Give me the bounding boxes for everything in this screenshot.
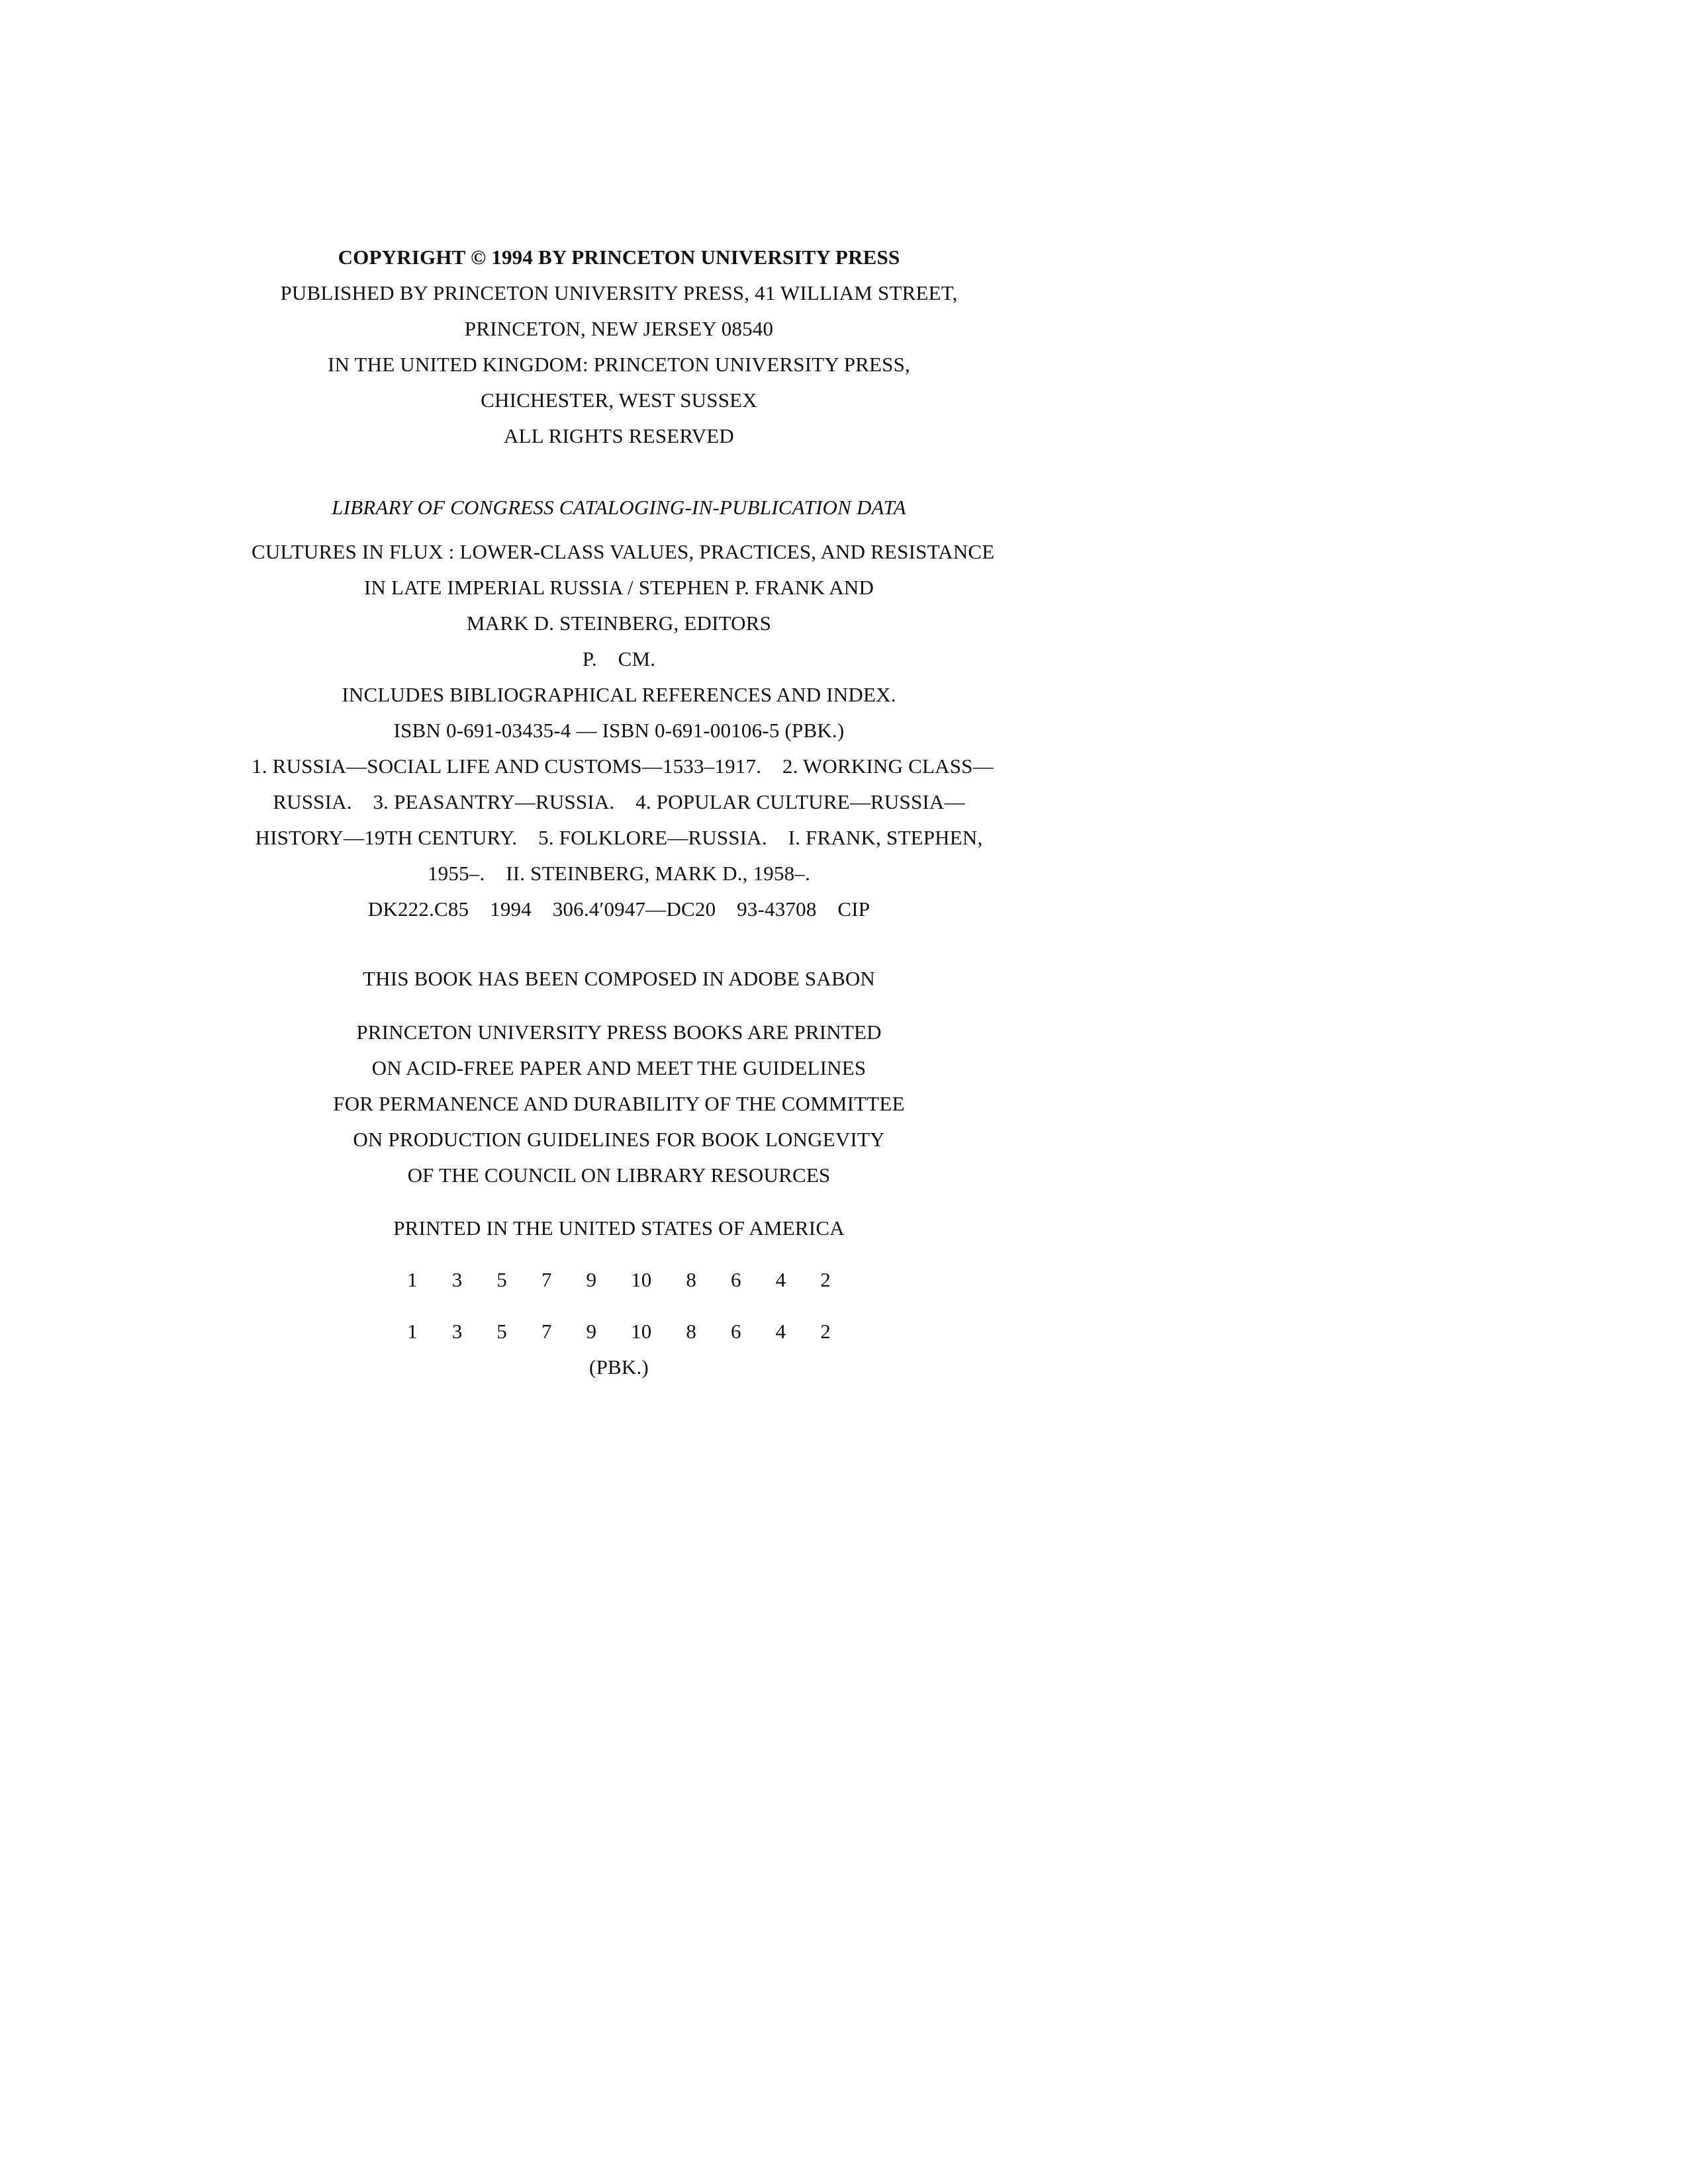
paper-block: [252, 1015, 986, 1193]
printing-numbers-block: [252, 1262, 986, 1298]
printing-number-line: 1 3 5 7 9 10 8 6 4 2: [407, 1268, 831, 1291]
publisher-address-line: PRINCETON, NEW JERSEY 08540: [464, 317, 774, 340]
printed-in-line: PRINTED IN THE UNITED STATES OF AMERICA: [393, 1216, 845, 1240]
cip-subject-line: 1955–. II. STEINBERG, MARK D., 1958–.: [427, 862, 811, 885]
cip-heading: LIBRARY OF CONGRESS CATALOGING-IN-PUBLICATION DATA: [332, 496, 906, 519]
cip-heading-block: [252, 490, 986, 525]
cip-isbn-line: ISBN 0-691-03435-4 — ISBN 0-691-00106-5 (PBK.): [393, 719, 845, 742]
rights-line: ALL RIGHTS RESERVED: [503, 424, 735, 447]
composition-block: [252, 961, 986, 997]
copyright-line: COPYRIGHT © 1994 BY PRINCETON UNIVERSITY PRESS: [338, 246, 900, 269]
paper-line: ON ACID-FREE PAPER AND MEET THE GUIDELINES: [371, 1056, 867, 1079]
cip-subject-line: RUSSIA. 3. PEASANTRY—RUSSIA. 4. POPULAR CULTURE—RUSSIA—: [273, 790, 965, 813]
uk-address-line: CHICHESTER, WEST SUSSEX: [481, 388, 757, 412]
composition-line: THIS BOOK HAS BEEN COMPOSED IN ADOBE SABON: [363, 967, 875, 990]
cip-line: CULTURES IN FLUX : LOWER-CLASS VALUES, PRACTICES, AND RESISTANCE: [252, 540, 995, 563]
cip-line: MARK D. STEINBERG, EDITORS: [466, 612, 772, 635]
paper-line: FOR PERMANENCE AND DURABILITY OF THE COMMITTEE: [333, 1092, 905, 1115]
cip-subject-line: HISTORY—19TH CENTURY. 5. FOLKLORE—RUSSIA. I. FRANK, STEPHEN,: [255, 826, 983, 849]
cip-line: P. CM.: [582, 647, 656, 670]
printed-in-block: [252, 1210, 986, 1246]
paper-line: ON PRODUCTION GUIDELINES FOR BOOK LONGEVITY: [353, 1128, 885, 1151]
cip-classification-line: DK222.C85 1994 306.4′0947—DC20 93-43708 CIP: [367, 897, 870, 921]
cip-data-block: [252, 534, 995, 927]
paper-line: OF THE COUNCIL ON LIBRARY RESOURCES: [407, 1163, 831, 1187]
cip-line: INCLUDES BIBLIOGRAPHICAL REFERENCES AND INDEX.: [342, 683, 896, 706]
cip-subject-line: 1. RUSSIA—SOCIAL LIFE AND CUSTOMS—1533–1917. 2. WORKING CLASS—: [252, 754, 994, 778]
pbk-label: (PBK.): [589, 1355, 649, 1379]
copyright-block: [252, 240, 986, 454]
printing-number-line-pbk: 1 3 5 7 9 10 8 6 4 2: [407, 1320, 831, 1343]
uk-publisher-line: IN THE UNITED KINGDOM: PRINCETON UNIVERSITY PRESS,: [327, 353, 910, 376]
publisher-line: PUBLISHED BY PRINCETON UNIVERSITY PRESS, 41 WILLIAM STREET,: [280, 281, 958, 304]
printing-numbers-pbk-block: [252, 1314, 986, 1385]
cip-line: IN LATE IMPERIAL RUSSIA / STEPHEN P. FRANK AND: [363, 576, 874, 599]
paper-line: PRINCETON UNIVERSITY PRESS BOOKS ARE PRINTED: [356, 1021, 882, 1044]
